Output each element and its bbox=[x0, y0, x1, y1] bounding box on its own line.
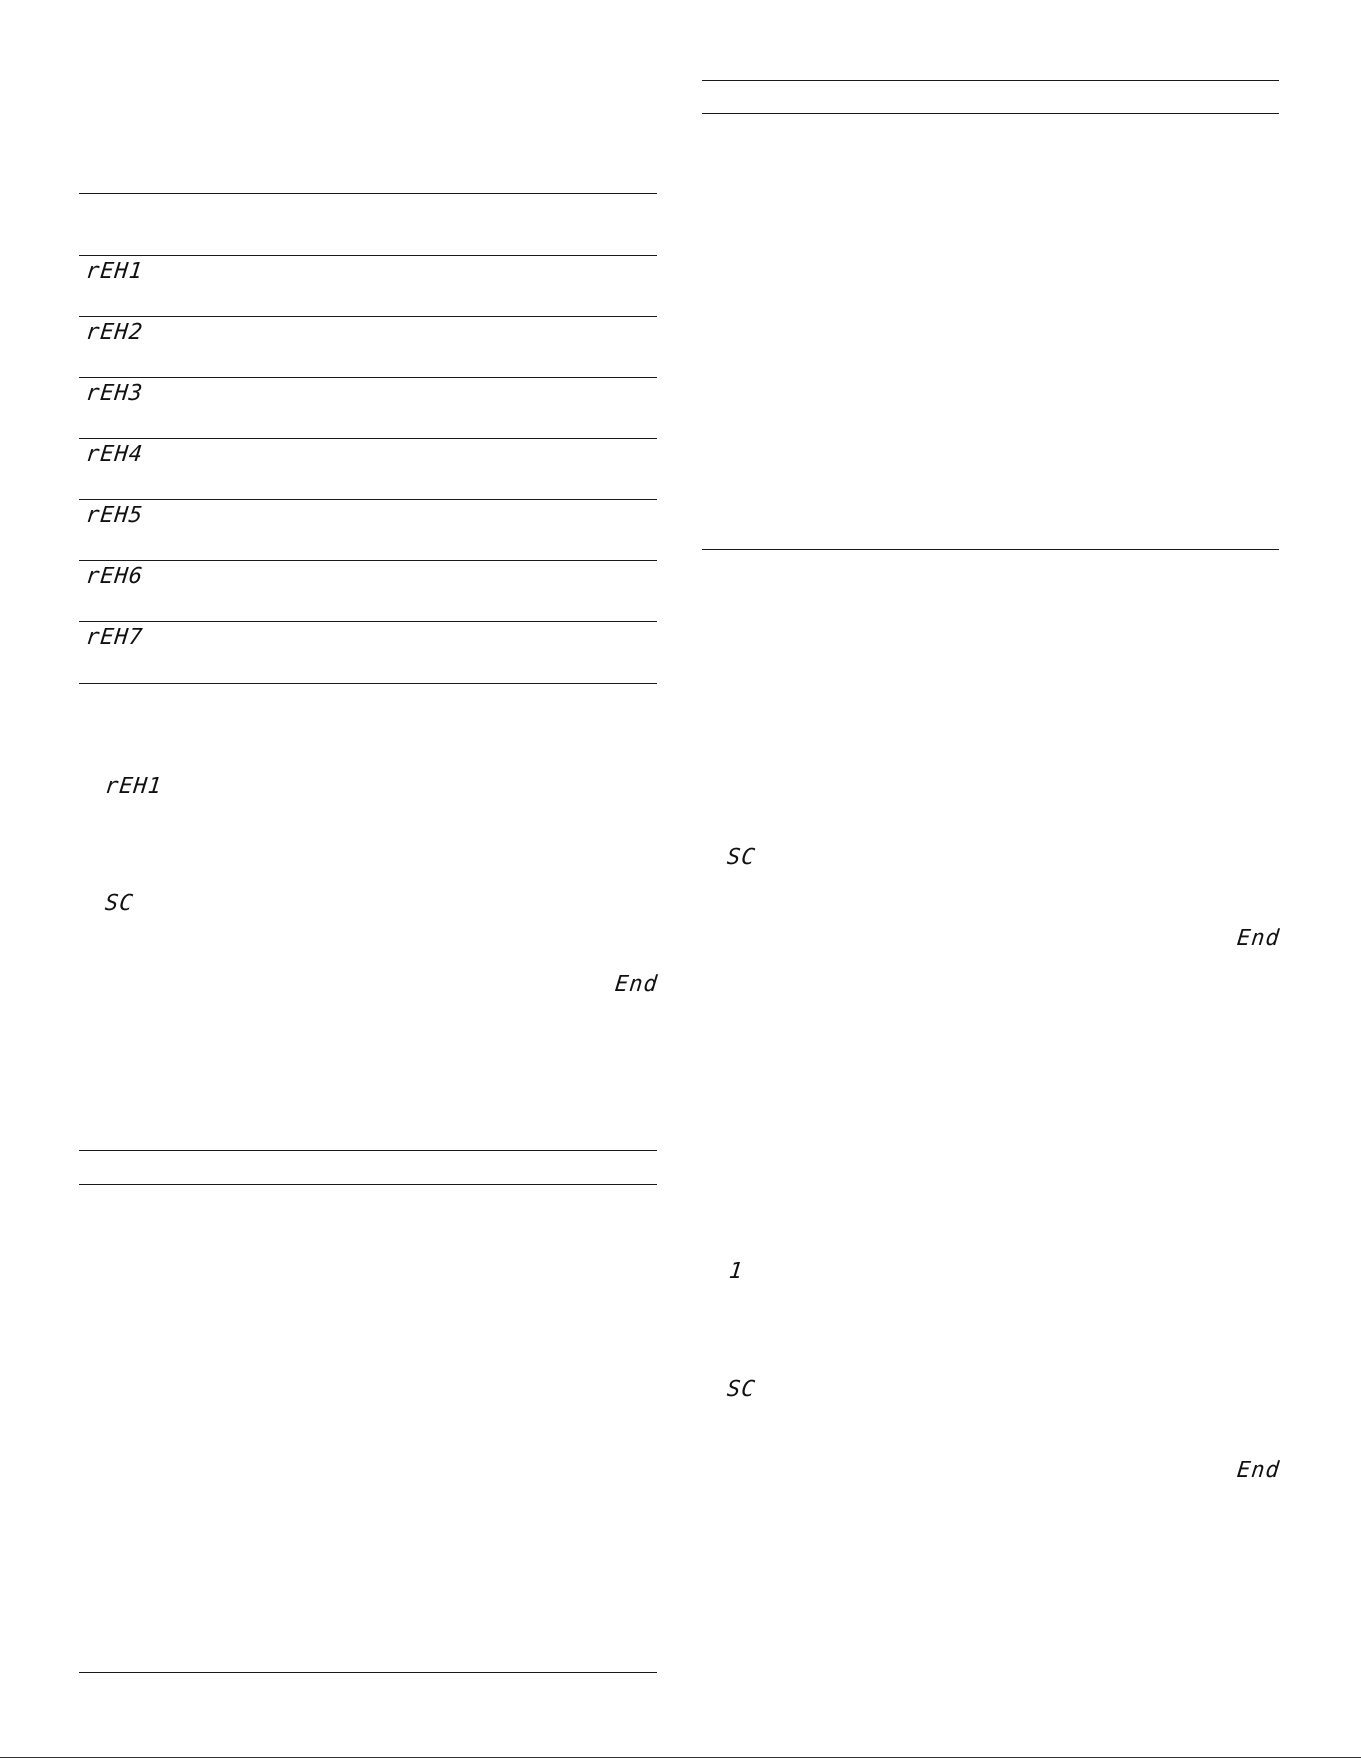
table-row-code: rEH3 bbox=[84, 381, 145, 406]
right-procedure-1-end-code: End bbox=[1235, 926, 1282, 951]
right-procedure-2-value-code: 1 bbox=[727, 1259, 745, 1284]
table-row-code: rEH5 bbox=[84, 503, 145, 528]
procedure-start-code: rEH1 bbox=[103, 774, 164, 799]
table-row-code: rEH6 bbox=[84, 564, 145, 589]
table-row-code: rEH4 bbox=[84, 442, 145, 467]
table-row-rule bbox=[79, 621, 657, 622]
table-top-rule bbox=[79, 193, 657, 194]
lower-table-bottom-rule bbox=[79, 1672, 657, 1673]
table-row-rule bbox=[79, 377, 657, 378]
procedure-confirm-code: SC bbox=[103, 891, 135, 916]
table-header-rule bbox=[79, 255, 657, 256]
right-procedure-1-confirm-code: SC bbox=[725, 845, 757, 870]
right-procedure-2-end-code: End bbox=[1235, 1458, 1282, 1483]
lower-table-header-rule bbox=[79, 1184, 657, 1185]
table-row-rule bbox=[79, 560, 657, 561]
lower-table-top-rule bbox=[79, 1150, 657, 1151]
page-bottom-rule bbox=[0, 1757, 1361, 1758]
table-row-rule bbox=[79, 316, 657, 317]
right-table-bottom-rule bbox=[702, 549, 1279, 550]
table-row-code: rEH2 bbox=[84, 320, 145, 345]
table-bottom-rule bbox=[79, 683, 657, 684]
procedure-end-code: End bbox=[613, 972, 660, 997]
table-row-code: rEH1 bbox=[84, 259, 145, 284]
right-procedure-2-confirm-code: SC bbox=[725, 1377, 757, 1402]
table-row-code: rEH7 bbox=[84, 625, 145, 650]
right-table-header-rule bbox=[702, 113, 1279, 114]
table-row-rule bbox=[79, 438, 657, 439]
right-table-top-rule bbox=[702, 80, 1279, 81]
table-row-rule bbox=[79, 499, 657, 500]
